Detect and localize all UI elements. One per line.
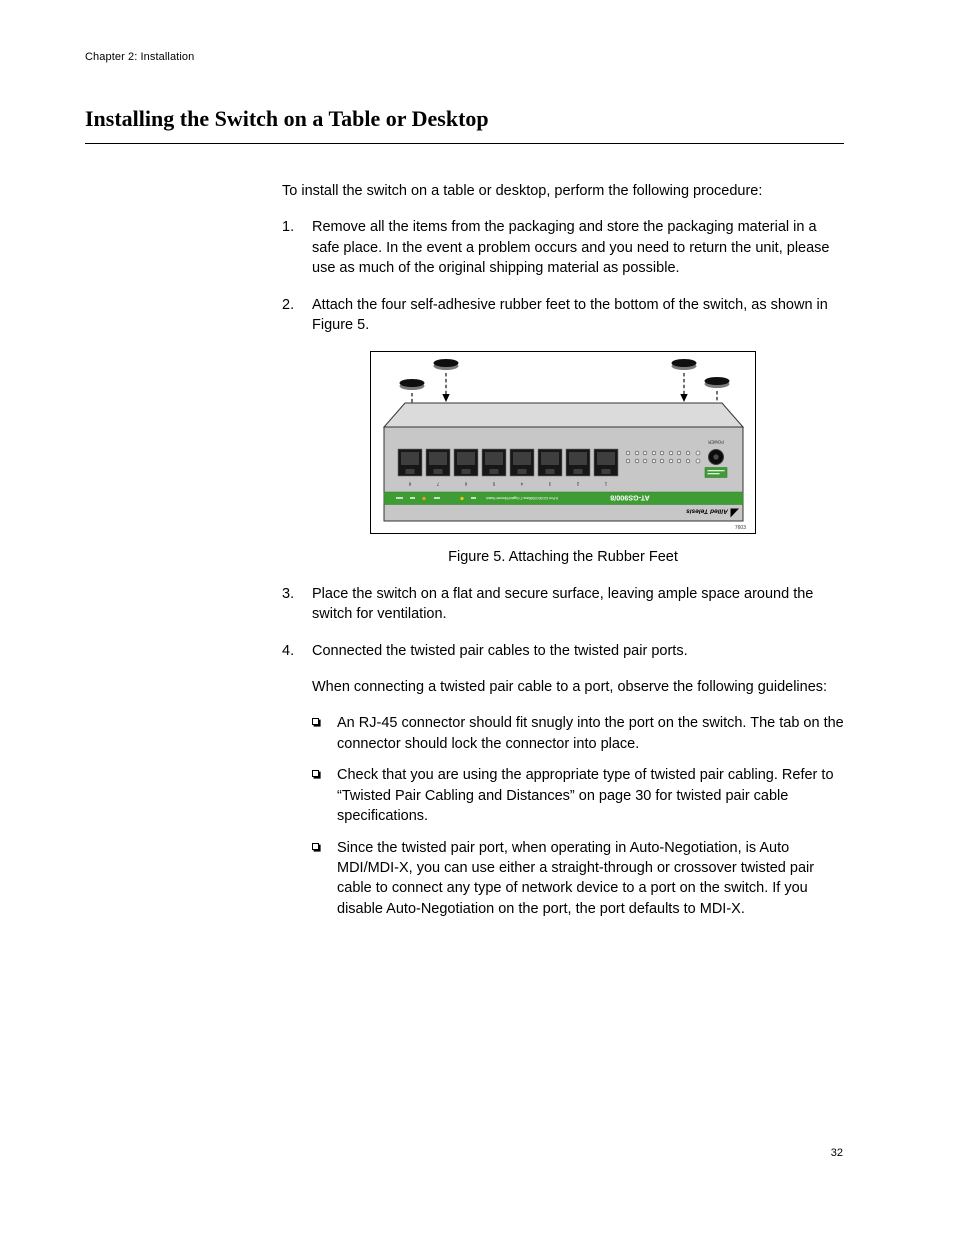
square-bullet-icon bbox=[312, 843, 319, 850]
chapter-header: Chapter 2: Installation bbox=[85, 51, 195, 63]
compliance-sticker bbox=[705, 468, 727, 478]
svg-text:2: 2 bbox=[576, 481, 580, 487]
step-item-1 bbox=[282, 217, 846, 278]
list-item bbox=[312, 713, 846, 754]
power-connector bbox=[709, 450, 724, 465]
bullet-text: Since the twisted pair port, when operating in Auto-Negotiation, is Auto MDI/MDI-X, you can use either a straight-through or crossover twisted pair cable to connect any type of network device to a port on the switch. If you disable Auto-Negotiation on the port, the port defaults to MDI-X. bbox=[337, 839, 815, 917]
model-label: AT-GS900/8 bbox=[610, 494, 650, 504]
strip-yellow-dot bbox=[460, 497, 463, 500]
svg-text:6: 6 bbox=[464, 481, 468, 487]
square-bullet-icon bbox=[312, 718, 319, 725]
guidelines-list bbox=[312, 713, 846, 919]
content-column bbox=[282, 181, 846, 930]
list-item bbox=[312, 838, 846, 920]
rubber-feet-icons bbox=[400, 359, 730, 390]
list-item bbox=[312, 765, 846, 826]
step-text: Attach the four self-adhesive rubber feet to the bottom of the switch, as shown in Figure 5. bbox=[312, 296, 828, 334]
step-item-3 bbox=[282, 584, 846, 625]
svg-text:8: 8 bbox=[408, 481, 412, 487]
strip-orange-dot bbox=[422, 497, 425, 500]
svg-text:4: 4 bbox=[520, 481, 524, 487]
intro-paragraph: To install the switch on a table or desktop, perform the following procedure: bbox=[282, 183, 763, 199]
brand-text: Allied Telesis bbox=[686, 507, 728, 515]
step-item-2 bbox=[282, 295, 846, 336]
step-text: Place the switch on a flat and secure surface, leaving ample space around the switch for ventilation. bbox=[312, 585, 814, 623]
front-panel-strip bbox=[384, 492, 743, 505]
figure-caption: Figure 5. Attaching the Rubber Feet bbox=[448, 549, 678, 566]
power-label: POWER bbox=[708, 439, 724, 445]
step-number: 4. bbox=[282, 642, 295, 659]
bullet-text: Check that you are using the appropriate type of twisted pair cabling. Refer to “Twisted Pair Cabling and Distances” on page 30 for twisted pair cable specifications. bbox=[337, 767, 834, 825]
step-number: 2. bbox=[282, 296, 295, 313]
page-title: Installing the Switch on a Table or Desktop bbox=[85, 106, 844, 144]
svg-text:1: 1 bbox=[604, 481, 608, 487]
svg-text:7: 7 bbox=[436, 481, 440, 487]
step-item-4 bbox=[282, 641, 846, 661]
bullet-text: An RJ-45 connector should fit snugly into the port on the switch. The tab on the connector should lock the connector into place. bbox=[337, 715, 844, 752]
page-number: 32 bbox=[830, 1147, 843, 1159]
step-number: 1. bbox=[282, 219, 295, 236]
step-text: Remove all the items from the packaging and store the packaging material in a safe place. In the event a problem occurs and you need to return the unit, please use as much of the original shipping material as possible. bbox=[312, 219, 830, 277]
guidelines-intro: When connecting a twisted pair cable to a port, observe the following guidelines: bbox=[312, 679, 828, 696]
switch-illustration bbox=[372, 353, 754, 532]
svg-text:5: 5 bbox=[492, 481, 496, 487]
drawing-number: 7603 bbox=[734, 525, 746, 532]
svg-text:3: 3 bbox=[548, 481, 552, 487]
step-number: 3. bbox=[282, 585, 295, 602]
model-description: 8-Port 10/100/1000Base-T Gigabit Ethernet Switch bbox=[486, 496, 558, 501]
figure-5-frame bbox=[370, 351, 756, 534]
square-bullet-icon bbox=[312, 770, 319, 777]
step-text: Connected the twisted pair cables to the twisted pair ports. bbox=[312, 642, 688, 659]
